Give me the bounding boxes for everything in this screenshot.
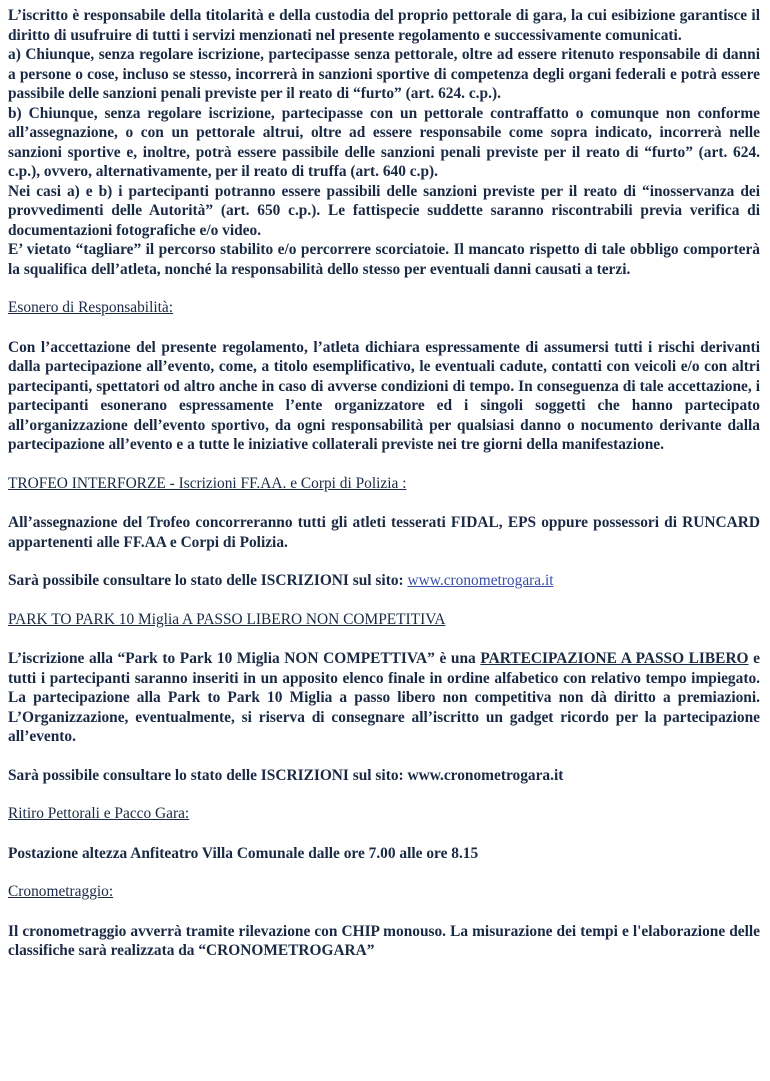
intro-paragraph: L’iscritto è responsabile della titolarità e della custodia del proprio pettorale di gara, la cui esibizione garantisce il diritto di usufruire di tutti i servizi menzionati nel presente regolamento e successivamente comunicati. bbox=[8, 7, 760, 44]
park-text-underlined: PARTECIPAZIONE A PASSO LIBERO bbox=[480, 650, 749, 667]
rule-a-paragraph: a) Chiunque, senza regolare iscrizione, partecipasse senza pettorale, oltre ad essere ritenuto responsabile di danni a persone o cose, incluso se stesso, incorrerà in sanzioni sportive di competenza degli organi federali e potrà essere passibile delle sanzioni penali previste per il reato di “furto” (art. 624. c.p.). bbox=[8, 46, 760, 102]
crono-heading: Cronometraggio: bbox=[8, 883, 114, 900]
ritiro-heading: Ritiro Pettorali e Pacco Gara: bbox=[8, 805, 190, 822]
park-site-line: Sarà possibile consultare lo stato delle ISCRIZIONI sul sito: www.cronometrogara.it bbox=[8, 766, 564, 784]
cronometrogara-link[interactable]: www.cronometrogara.it bbox=[407, 572, 554, 589]
esonero-text: Con l’accettazione del presente regolamento, l’atleta dichiara espressamente di assumersi tutti i rischi derivanti dalla partecipazione all’evento, come, a titolo esemplificativo, le eventuali cadute, contatti con veicoli e/o con altri partecipanti, spettatori od altro anche in caso di avverse condizioni di tempo. In conseguenza di tale accettazione, i partecipanti esonerano espressamente l’ente organizzatore ed i singoli soggetti che hanno partecipato all’organizzazione dell’evento sportivo, da ogni responsabilità per qualsiasi danno o nocumento derivante dalla partecipazione all’evento e a tutte le iniziative collaterali previste nei tre giorni della manifestazione. bbox=[8, 338, 760, 453]
trofeo-text: All’assegnazione del Trofeo concorreranno tutti gli atleti tesserati FIDAL, EPS oppure possessori di RUNCARD appartenenti alle FF.AA e Corpi di Polizia. bbox=[8, 514, 760, 551]
shortcut-rule-paragraph: E’ vietato “tagliare” il percorso stabilito e/o percorrere scorciatoie. Il mancato rispetto di tale obbligo comporterà la squalifica dell’atleta, nonché la responsabilità dello stesso per eventuali danni causati a terzi. bbox=[8, 241, 760, 278]
ritiro-text: Postazione altezza Anfiteatro Villa Comunale dalle ore 7.00 alle ore 8.15 bbox=[8, 844, 479, 862]
park-heading: PARK TO PARK 10 Miglia A PASSO LIBERO NON COMPETITIVA bbox=[8, 610, 446, 628]
park-text-suffix: e tutti i partecipanti saranno inseriti in un apposito elenco finale in ordine alfabetico con relativo tempo impiegato. La partecipazione alla Park to Park 10 Miglia a passo libero non competitiva non dà diritto a premiazioni. L’Organizzazione, eventualmente, si riserva di consegnare all’iscritto un gadget ricordo per la partecipazione all’evento. bbox=[8, 650, 760, 745]
crono-text: Il cronometraggio avverrà tramite rilevazione con CHIP monouso. La misurazione dei tempi e l'elaborazione delle classifiche sarà realizzata da “CRONOMETROGARA” bbox=[8, 922, 760, 959]
rule-b-paragraph: b) Chiunque, senza regolare iscrizione, partecipasse con un pettorale contraffatto o comunque non conforme all’assegnazione, o con un pettorale altrui, oltre ad essere responsabile come sopra indicato, incorrerà nelle sanzioni sportive e, inoltre, potrà essere passibile delle sanzioni penali previste per il reato di “furto” (art. 624. c.p.), ovvero, alternativamente, per il reato di truffa (art. 640 c.p). bbox=[8, 104, 760, 180]
trofeo-heading: TROFEO INTERFORZE - Iscrizioni FF.AA. e Corpi di Polizia : bbox=[8, 474, 407, 492]
trofeo-site-line bbox=[8, 571, 760, 591]
park-text bbox=[8, 649, 760, 747]
esonero-heading: Esonero di Responsabilità: bbox=[8, 299, 173, 316]
rule-cases-paragraph: Nei casi a) e b) i partecipanti potranno essere passibili delle sanzioni previste per il reato di “inosservanza dei provvedimenti delle Autorità” (art. 650 c.p.). Le fattispecie suddette saranno riscontrabili previa verifica di documentazioni fotografiche e/o video. bbox=[8, 182, 760, 239]
park-text-prefix: L’iscrizione alla “Park to Park 10 Miglia NON COMPETTIVA” è una bbox=[8, 650, 481, 667]
trofeo-site-prefix: Sarà possibile consultare lo stato delle ISCRIZIONI sul sito: bbox=[8, 572, 408, 589]
document-page bbox=[8, 6, 760, 961]
